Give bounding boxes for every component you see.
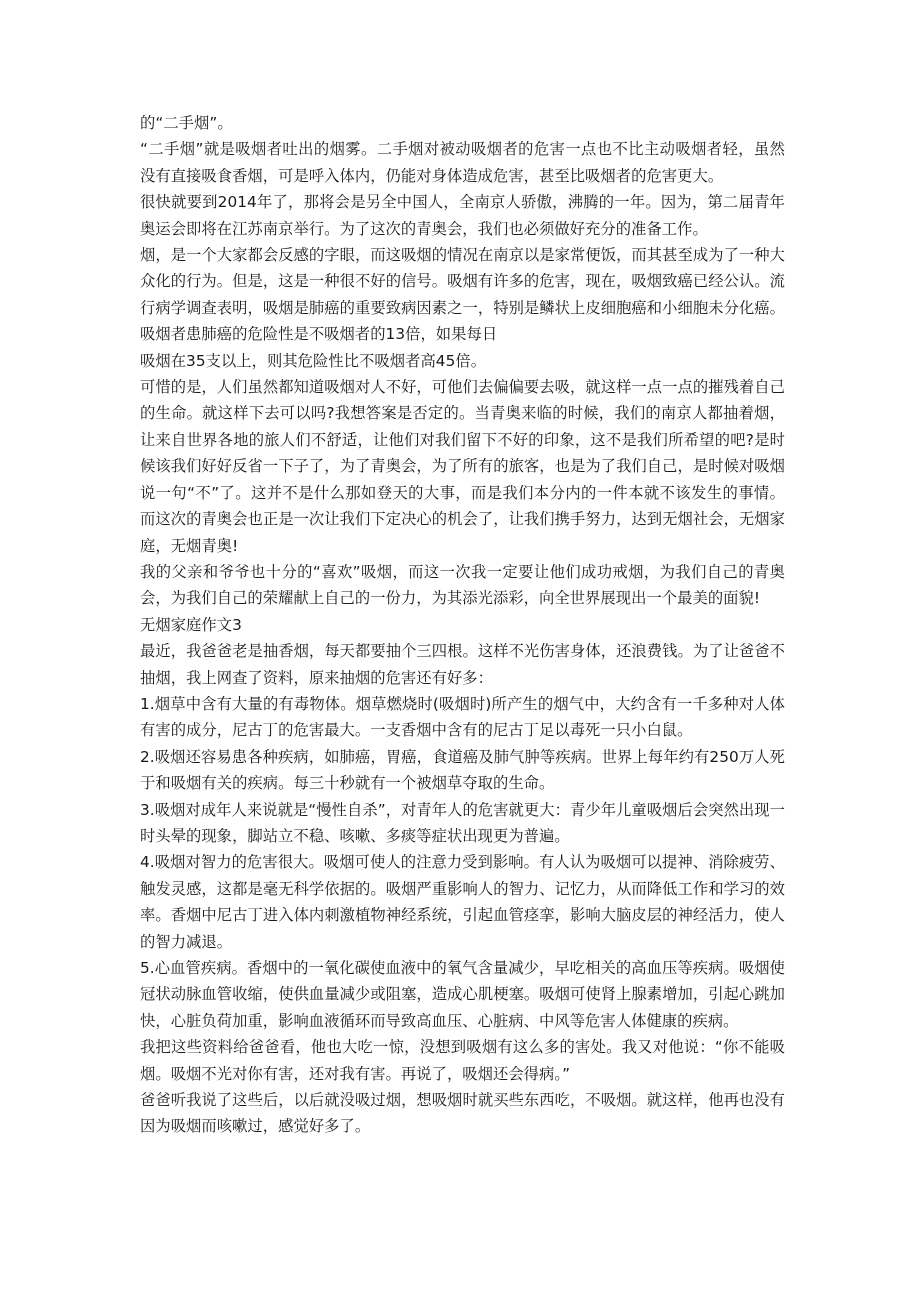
paragraph-smoking-risk-ratio: 吸烟在35支以上，则其危险性比不吸烟者高45倍。 bbox=[140, 351, 487, 370]
paragraph-family-quit: 我的父亲和爷爷也十分的“喜欢”吸烟，而这一次我一定要让他们成功戒烟，为我们自己的青奥会，为我们自己的荣耀献上自己的一份力，为其添光添彩，向全世界展现出一个最美的面貌! bbox=[140, 562, 785, 608]
list-item-harm-4: 4.吸烟对智力的危害很大。吸烟可使人的注意力受到影响。有人认为吸烟可以提神、消除疲劳、触发灵感，这都是毫无科学依据的。吸烟严重影响人的智力、记忆力，从而降低工作和学习的效率。香烟中尼古丁进入体内刺激植物神经系统，引起血管痉挛，影响大脑皮层的神经活力，使人的智力减退。 bbox=[140, 853, 785, 951]
document-body bbox=[140, 110, 785, 1140]
paragraph-smoke-free-call: 可惜的是，人们虽然都知道吸烟对人不好，可他们去偏偏要去吸，就这样一点一点的摧残着自己的生命。就这样下去可以吗?我想答案是否定的。当青奥来临的时候，我们的南京人都抽着烟，让来自世界各地的旅人们不舒适，让他们对我们留下不好的印象，这不是我们所希望的吧?是时候该我们好好反省一下子了，为了青奥会，为了所有的旅客，也是为了我们自己，是时候对吸烟说一句“不”了。这并不是什么那如登天的大事，而是我们本分内的一件本就不该发生的事情。而这次的青奥会也正是一次让我们下定决心的机会了，让我们携手努力，达到无烟社会，无烟家庭，无烟青奥! bbox=[140, 378, 785, 555]
list-item-harm-2: 2.吸烟还容易患各种疾病，如肺癌，胃癌，食道癌及肺气肿等疾病。世界上每年约有250万人死于和吸烟有关的疾病。每三十秒就有一个被烟草夺取的生命。 bbox=[140, 747, 785, 793]
paragraph-second-hand-smoke-definition: “二手烟”就是吸烟者吐出的烟雾。二手烟对被动吸烟者的危害一点也不比主动吸烟者轻，虽然没有直接吸食香烟，可是呼入体内，仍能对身体造成危害，甚至比吸烟者的危害更大。 bbox=[140, 140, 785, 185]
paragraph-dad-smoking: 最近，我爸爸老是抽香烟，每天都要抽个三四根。这样不光伤害身体，还浪费钱。为了让爸爸不抽烟，我上网查了资料，原来抽烟的危害还有好多： bbox=[140, 642, 785, 687]
paragraph-showed-dad: 我把这些资料给爸爸看，他也大吃一惊，没想到吸烟有这么多的害处。我又对他说：“你不能吸烟。吸烟不光对你有害，还对我有害。再说了，吸烟还会得病。” bbox=[140, 1038, 785, 1083]
list-item-harm-3: 3.吸烟对成年人来说就是“慢性自杀”，对青年人的危害就更大：青少年儿童吸烟后会突然出现一时头晕的现象，脚站立不稳、咳嗽、多痰等症状出现更为普遍。 bbox=[140, 800, 785, 845]
list-item-harm-1: 1.烟草中含有大量的有毒物体。烟草燃烧时(吸烟时)所产生的烟气中，大约含有一千多种对人体有害的成分，尼古丁的危害最大。一支香烟中含有的尼古丁足以毒死一只小白鼠。 bbox=[140, 694, 785, 740]
paragraph-smoking-hazards: 烟，是一个大家都会反感的字眼，而这吸烟的情况在南京以是家常便饭，而其甚至成为了一种大众化的行为。但是，这是一种很不好的信号。吸烟有许多的危害，现在，吸烟致癌已经公认。流行病学调查表明，吸烟是肺癌的重要致病因素之一，特别是鳞状上皮细胞癌和小细胞未分化癌。吸烟者患肺癌的危险性是不吸烟者的13倍，如果每日 bbox=[140, 246, 785, 344]
paragraph-youth-olympics-intro: 很快就要到2014年了，那将会是另全中国人，全南京人骄傲，沸腾的一年。因为，第二届青年奥运会即将在江苏南京举行。为了这次的青奥会，我们也必须做好充分的准备工作。 bbox=[140, 193, 785, 238]
paragraph-conclusion: 爸爸听我说了这些后，以后就没吸过烟，想吸烟时就买些东西吃，不吸烟。就这样，他再也没有因为吸烟而咳嗽过，感觉好多了。 bbox=[140, 1091, 785, 1136]
section-heading: 无烟家庭作文3 bbox=[140, 615, 242, 634]
list-item-harm-5: 5.心血管疾病。香烟中的一氧化碳使血液中的氧气含量减少，早吃相关的高血压等疾病。吸烟使冠状动脉血管收缩，使供血量减少或阻塞，造成心肌梗塞。吸烟可使肾上腺素增加，引起心跳加快，心脏负荷加重，影响血液循环而导致高血压、心脏病、中风等危害人体健康的疾病。 bbox=[140, 959, 785, 1030]
paragraph-second-hand-smoke-end: 的“二手烟”。 bbox=[140, 114, 233, 132]
